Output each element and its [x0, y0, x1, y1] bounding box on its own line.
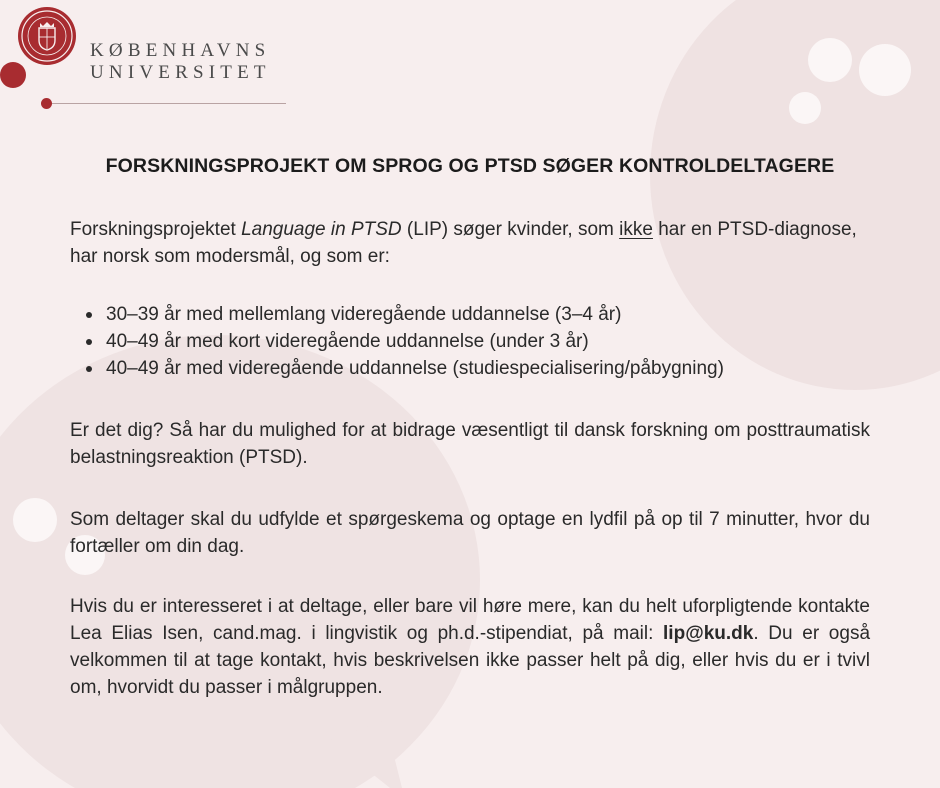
- criteria-item: 40–49 år med kort videregående uddannelse (under 3 år): [70, 328, 870, 355]
- participation-paragraph: Som deltager skal du udfylde et spørgeskema og optage en lydfil på op til 7 minutter, hvor du fortæller om din dag.: [70, 509, 870, 557]
- intro-text-3: har en PTSD-diagnose, har norsk som modersmål, og som er:: [70, 219, 857, 267]
- contact-text-2: . Du er også velkommen til at tage kontakt, hvis beskrivelsen ikke passer helt på dig, eller hvis du er i tvivl om, hvorvidt du passer i målgruppen.: [70, 623, 871, 698]
- logo-line-2: UNIVERSITET: [90, 62, 271, 83]
- contact-text-1: Hvis du er interesseret i at deltage, eller bare vil høre mere, kan du helt uforpligtende kontakte Lea Elias Isen, cand.mag. i lingvistik og ph.d.-stipendiat, på mail:: [70, 596, 870, 644]
- criteria-item: 40–49 år med videregående uddannelse (studiespecialisering/påbygning): [70, 355, 870, 382]
- decorative-dot-small: [41, 98, 52, 109]
- university-seal-icon: [17, 6, 77, 66]
- emphasis-ikke: ikke: [619, 219, 653, 240]
- contact-paragraph: [70, 593, 870, 701]
- intro-text-2: (LIP) søger kvinder, som: [401, 219, 620, 240]
- criteria-list: [70, 301, 870, 382]
- university-logo-text: [90, 40, 271, 84]
- question-paragraph: Er det dig? Så har du mulighed for at bidrage væsentligt til dansk forskning om posttraumatisk belastningsreaktion (PTSD).: [70, 420, 870, 468]
- logo-line-1: KØBENHAVNS: [90, 40, 271, 61]
- divider-line: [50, 103, 286, 104]
- contact-email-link[interactable]: lip@ku.dk: [663, 623, 754, 644]
- project-name: Language in PTSD: [241, 219, 402, 240]
- criteria-item: 30–39 år med mellemlang videregående uddannelse (3–4 år): [70, 301, 870, 328]
- intro-text-1: Forskningsprojektet: [70, 219, 242, 240]
- page-title: FORSKNINGSPROJEKT OM SPROG OG PTSD SØGER KONTROLDELTAGERE: [105, 155, 835, 177]
- intro-paragraph: [70, 216, 870, 270]
